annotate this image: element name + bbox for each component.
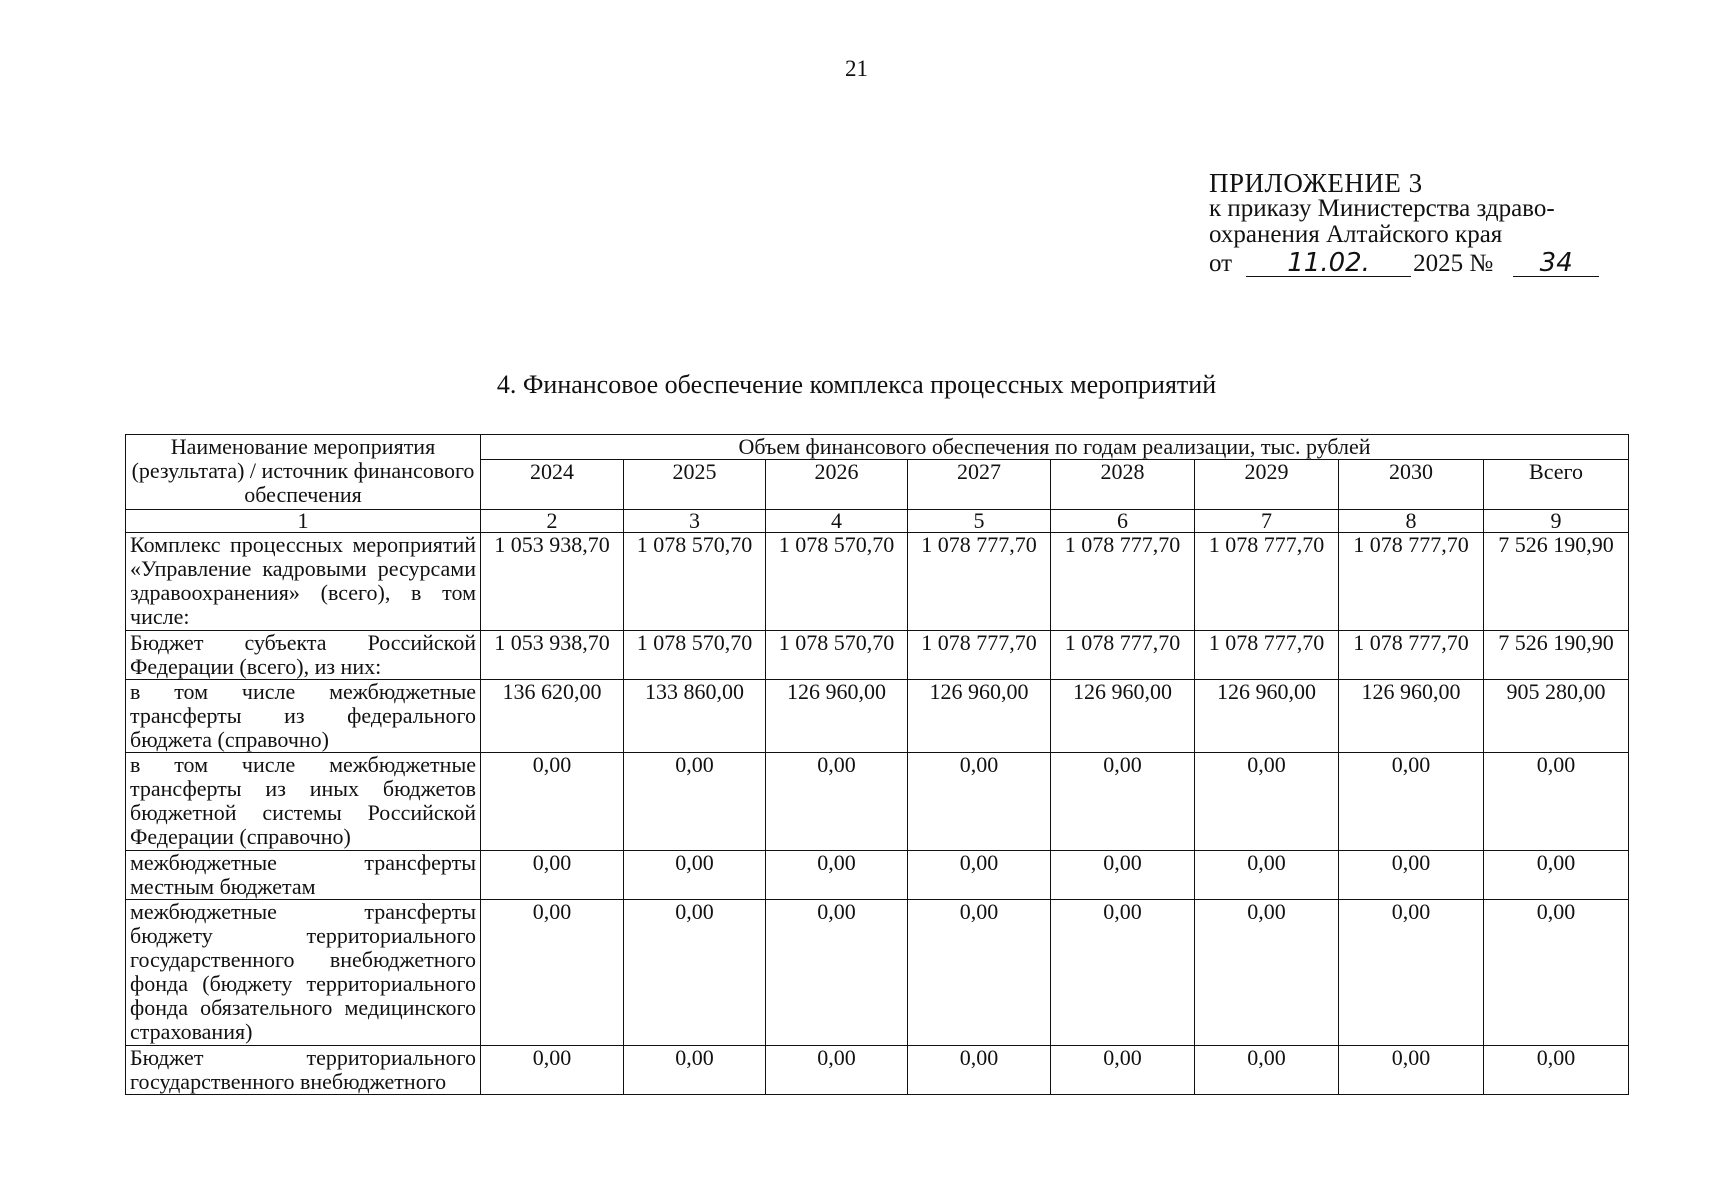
value-cell: 1 053 938,70 [481,533,624,631]
value-cell: 0,00 [624,753,766,851]
total-value-cell: 0,00 [1484,851,1629,900]
order-date-line [1209,250,1629,277]
value-cell: 126 960,00 [1339,680,1484,753]
row-name-cell: в том числе межбюджетные трансферты из федерального бюджета (справочно) [126,680,481,753]
row-name-cell: Комплекс процессных мероприятий «Управление кадровыми ресурсами здравоохранения» (всего), в том числе: [126,533,481,631]
table-row [126,1046,1629,1095]
value-cell: 0,00 [1339,1046,1484,1095]
value-cell: 133 860,00 [624,680,766,753]
value-cell: 0,00 [1195,1046,1339,1095]
value-cell: 0,00 [624,900,766,1046]
order-year: 2025 № [1413,250,1494,277]
value-cell: 126 960,00 [766,680,908,753]
value-cell: 1 078 570,70 [624,631,766,680]
table-row [126,680,1629,753]
value-cell: 126 960,00 [1195,680,1339,753]
value-cell: 0,00 [481,1046,624,1095]
row-name-cell: межбюджетные трансферты бюджету территориального государственного внебюджетного фонда (бюджету территориального фонда обязательного медицинского страхования) [126,900,481,1046]
financing-table [125,434,1629,1095]
column-number-row [126,510,1629,533]
value-cell: 0,00 [1051,851,1195,900]
value-cell: 0,00 [766,753,908,851]
value-cell: 0,00 [766,851,908,900]
value-cell: 0,00 [766,900,908,1046]
table-row [126,533,1629,631]
row-name-cell: Бюджет субъекта Российской Федерации (всего), из них: [126,631,481,680]
value-cell: 0,00 [624,1046,766,1095]
appendix-line-2: охранения Алтайского края [1209,221,1503,248]
value-cell: 0,00 [1195,753,1339,851]
table-row [126,631,1629,680]
table-row [126,851,1629,900]
value-cell: 1 078 777,70 [1051,631,1195,680]
total-value-cell: 7 526 190,90 [1484,631,1629,680]
table-row [126,753,1629,851]
value-cell: 136 620,00 [481,680,624,753]
value-cell: 0,00 [1339,900,1484,1046]
value-cell: 0,00 [1195,851,1339,900]
column-number: 4 [766,510,908,533]
column-number: 9 [1484,510,1629,533]
value-cell: 0,00 [1051,1046,1195,1095]
value-cell: 0,00 [1339,851,1484,900]
value-cell: 1 078 570,70 [766,631,908,680]
header-row-group [126,435,1629,460]
total-value-cell: 0,00 [1484,753,1629,851]
value-cell: 0,00 [908,753,1051,851]
column-number: 6 [1051,510,1195,533]
appendix-title: ПРИЛОЖЕНИЕ 3 [1209,168,1423,198]
value-cell: 1 053 938,70 [481,631,624,680]
year-header: 2025 [624,460,766,510]
value-cell: 0,00 [908,1046,1051,1095]
page-number: 21 [845,56,868,81]
value-cell: 1 078 570,70 [766,533,908,631]
total-header: Всего [1484,460,1629,510]
value-cell: 0,00 [1339,753,1484,851]
appendix-block [1209,170,1629,277]
year-header: 2024 [481,460,624,510]
name-column-header: Наименование мероприятия (результата) / источник финансового обеспечения [126,435,481,510]
row-name-cell: межбюджетные трансферты местным бюджетам [126,851,481,900]
value-cell: 126 960,00 [908,680,1051,753]
value-cell: 1 078 777,70 [1195,631,1339,680]
column-number: 7 [1195,510,1339,533]
value-cell: 0,00 [481,900,624,1046]
year-header: 2030 [1339,460,1484,510]
value-cell: 0,00 [1051,900,1195,1046]
year-header: 2028 [1051,460,1195,510]
year-header: 2029 [1195,460,1339,510]
value-cell: 1 078 570,70 [624,533,766,631]
handwritten-order-number: 34 [1513,250,1599,277]
value-cell: 0,00 [481,851,624,900]
appendix-line-1: к приказу Министерства здраво- [1209,195,1555,222]
value-cell: 0,00 [908,851,1051,900]
total-value-cell: 0,00 [1484,1046,1629,1095]
value-cell: 0,00 [624,851,766,900]
value-cell: 1 078 777,70 [1339,533,1484,631]
column-number: 5 [908,510,1051,533]
value-cell: 0,00 [908,900,1051,1046]
column-number: 3 [624,510,766,533]
table-row [126,900,1629,1046]
total-value-cell: 905 280,00 [1484,680,1629,753]
section-title: 4. Финансовое обеспечение комплекса процессных мероприятий [496,370,1217,399]
value-cell: 1 078 777,70 [908,631,1051,680]
value-cell: 0,00 [481,753,624,851]
year-header: 2026 [766,460,908,510]
value-cell: 1 078 777,70 [908,533,1051,631]
value-cell: 1 078 777,70 [1339,631,1484,680]
year-header: 2027 [908,460,1051,510]
value-cell: 1 078 777,70 [1195,533,1339,631]
handwritten-date: 11.02. [1246,250,1411,277]
value-cell: 1 078 777,70 [1051,533,1195,631]
value-cell: 0,00 [1051,753,1195,851]
total-value-cell: 7 526 190,90 [1484,533,1629,631]
date-prefix: от [1209,250,1233,277]
value-cell: 0,00 [1195,900,1339,1046]
row-name-cell: в том числе межбюджетные трансферты из иных бюджетов бюджетной системы Российской Федерации (справочно) [126,753,481,851]
column-number: 2 [481,510,624,533]
financing-group-header: Объем финансового обеспечения по годам реализации, тыс. рублей [481,435,1629,460]
total-value-cell: 0,00 [1484,900,1629,1046]
value-cell: 126 960,00 [1051,680,1195,753]
column-number: 8 [1339,510,1484,533]
column-number: 1 [126,510,481,533]
value-cell: 0,00 [766,1046,908,1095]
row-name-cell: Бюджет территориального государственного внебюджетного [126,1046,481,1095]
